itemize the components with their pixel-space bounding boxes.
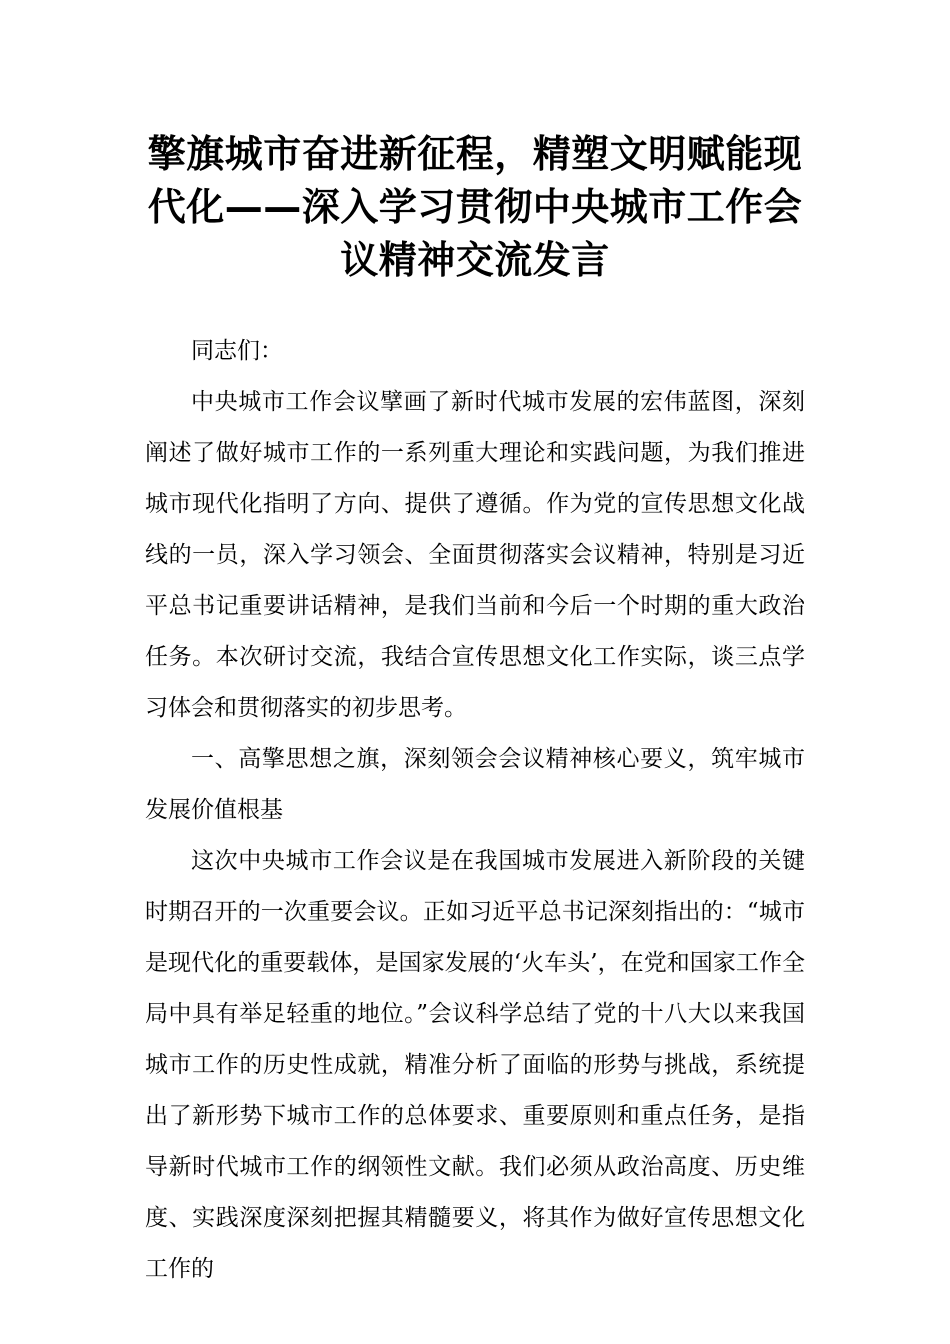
salutation: 同志们： — [191, 338, 283, 364]
section-heading-1: 一、高擎思想之旗，深刻领会会议精神核心要义，筑牢城市发展价值根基 — [145, 746, 805, 823]
paragraph-section-1: 这次中央城市工作会议是在我国城市发展进入新阶段的关键时期召开的一次重要会议。正如习近平总书记深刻指出的：“城市是现代化的重要载体，是国家发展的‘火车头’，在党和国家工作全局中具有举足轻重的地位。”会议科学总结了党的十八大以来我国城市工作的历史性成就，精准分析了面临的形势与挑战，系统提出了新形势下城市工作的总体要求、重要原则和重点任务，是指导新时代城市工作的纲领性文献。我们必须从政治高度、历史维度、实践深度深刻把握其精髓要义，将其作为做好宣传思想文化工作的 — [145, 848, 805, 1282]
document-body — [145, 326, 805, 1295]
paragraph-intro: 中央城市工作会议擘画了新时代城市发展的宏伟蓝图，深刻阐述了做好城市工作的一系列重大理论和实践问题，为我们推进城市现代化指明了方向、提供了遵循。作为党的宣传思想文化战线的一员，深入学习领会、全面贯彻落实会议精神，特别是习近平总书记重要讲话精神，是我们当前和今后一个时期的重大政治任务。本次研讨交流，我结合宣传思想文化工作实际，谈三点学习体会和贯彻落实的初步思考。 — [145, 389, 805, 721]
document-title: 擎旗城市奋进新征程，精塑文明赋能现代化——深入学习贯彻中央城市工作会议精神交流发言 — [147, 132, 803, 282]
